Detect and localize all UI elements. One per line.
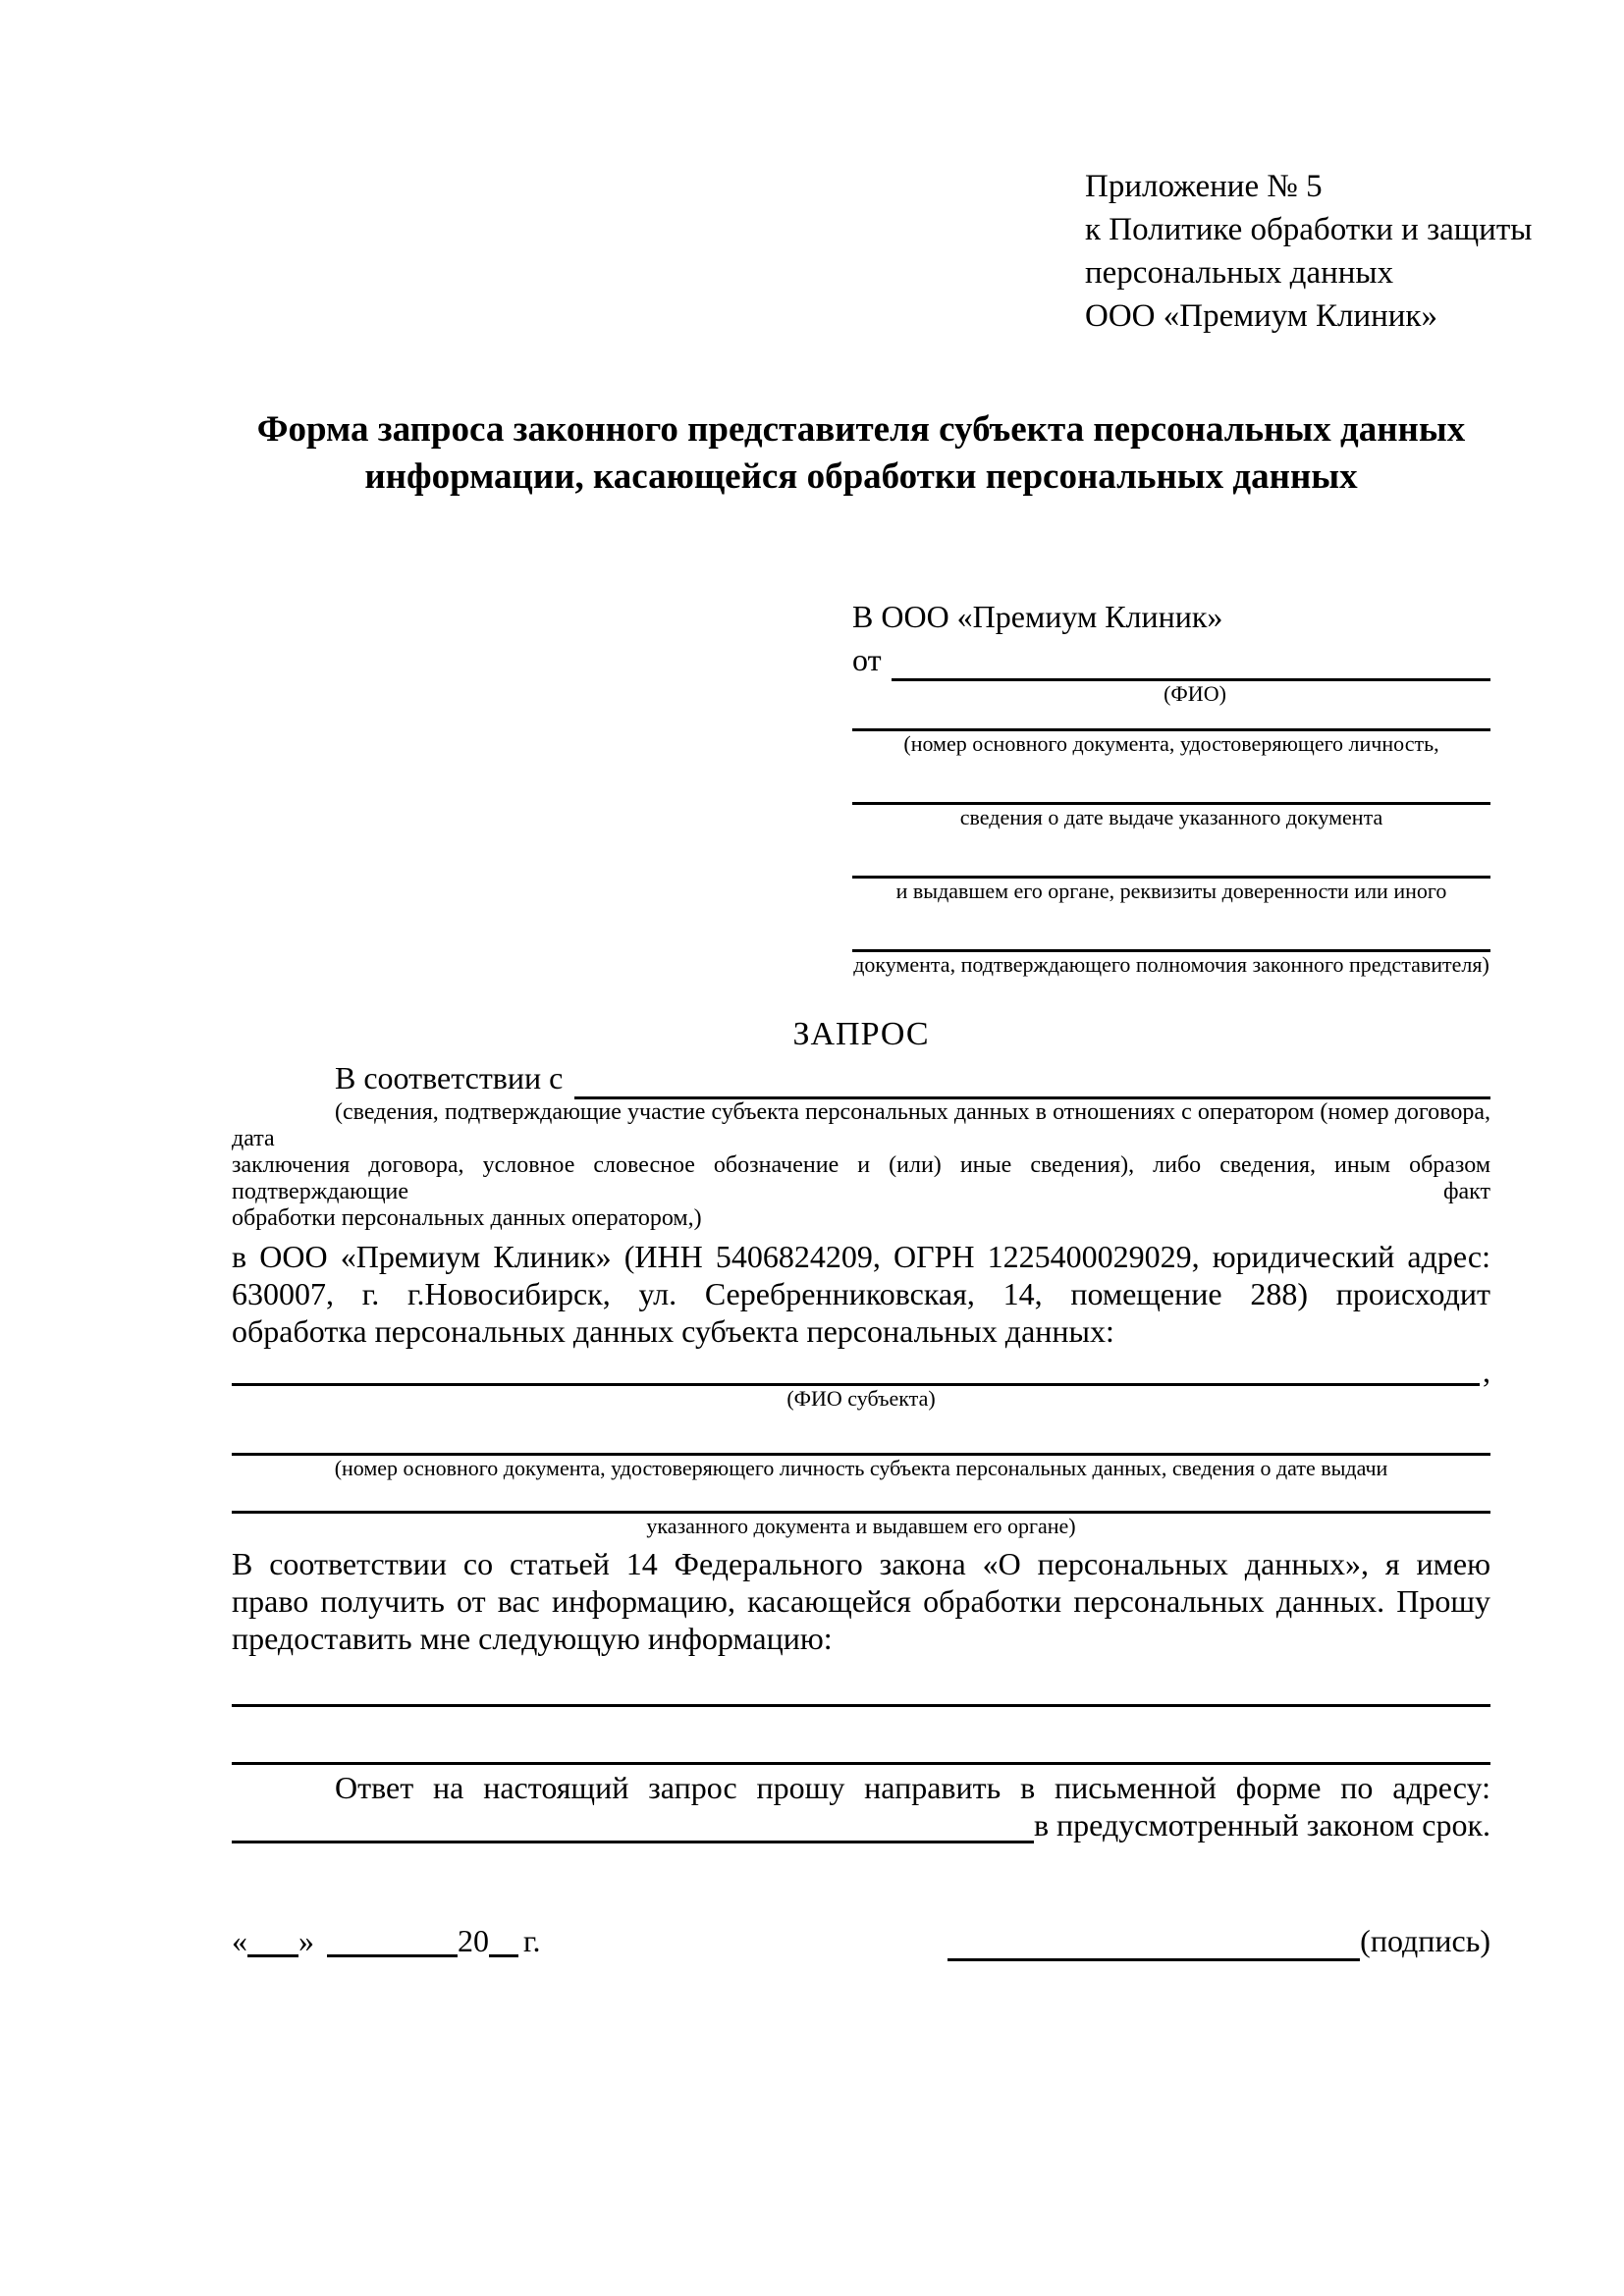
paragraph-line: В соответствии со статьей 14 Федерального закона «О персональных данных», я имею — [232, 1546, 1490, 1581]
signature-area — [947, 1920, 1490, 1961]
reply-paragraph-line: Ответ на настоящий запрос прошу направить в письменной форме по адресу: — [335, 1770, 1490, 1805]
addressee-block — [852, 595, 1490, 978]
day-blank — [247, 1954, 298, 1957]
month-blank — [327, 1954, 458, 1957]
field-caption: сведения о дате выдаче указанного документа — [959, 805, 1383, 829]
subject-caption: (номер основного документа, удостоверяющего личность субъекта персональных данных, сведения о дате выдачи — [334, 1456, 1388, 1480]
quote-close: » — [298, 1923, 314, 1958]
paragraph-line: право получить от вас информацию, касающейся обработки персональных данных. Прошу — [232, 1583, 1490, 1619]
paragraph-line: в ООО «Премиум Клиник» (ИНН 5406824209, ОГРН 1225400029029, юридический адрес: — [232, 1239, 1490, 1274]
blank-line — [852, 830, 1490, 879]
from-blank-line — [892, 643, 1490, 681]
blank-line — [852, 904, 1490, 952]
appendix-block — [1085, 165, 1533, 338]
field-caption: (номер основного документа, удостоверяющего личность, — [903, 731, 1439, 756]
intro-label: В соответствии с — [335, 1060, 564, 1095]
blank-line — [232, 1707, 1490, 1765]
appendix-line: к Политике обработки и защиты — [1085, 212, 1533, 247]
blank-line — [232, 1412, 1490, 1456]
blank-line — [232, 1481, 1490, 1514]
signature-caption: (подпись) — [1360, 1923, 1490, 1958]
subject-fio-row — [232, 1350, 1490, 1389]
blank-line — [852, 757, 1490, 805]
paragraph-line: предоставить мне следующую информацию: — [232, 1621, 833, 1656]
from-label: от — [852, 642, 882, 677]
addressee-to: В ООО «Премиум Клиник» — [852, 599, 1223, 634]
intro-caption — [232, 1099, 1490, 1232]
title-line: Форма запроса законного представителя субъекта персональных данных — [256, 409, 1466, 450]
date-line — [232, 1920, 541, 1961]
signature-blank-line — [947, 1929, 1360, 1961]
law-paragraph — [232, 1545, 1490, 1657]
field-caption: документа, подтверждающего полномочия законного представителя) — [853, 952, 1489, 977]
year-prefix: 20 — [458, 1923, 489, 1958]
subject-caption: указанного документа и выдавшем его органе) — [646, 1514, 1076, 1538]
paragraph-line: 630007, г. г.Новосибирск, ул. Серебренниковская, 14, помещение 288) происходит — [232, 1276, 1490, 1311]
appendix-line: персональных данных — [1085, 255, 1394, 291]
blank-line — [852, 707, 1490, 731]
subject-caption: (ФИО субъекта) — [786, 1386, 936, 1411]
intro-caption-line: обработки персональных данных оператором,) — [232, 1205, 702, 1231]
field-caption: и выдавшем его органе, реквизиты доверенности или иного — [895, 879, 1447, 903]
line-suffix-comma: , — [1483, 1354, 1490, 1389]
quote-open: « — [232, 1923, 247, 1958]
blank-line — [232, 1811, 1034, 1843]
blank-line — [232, 1350, 1480, 1386]
reply-tail: в предусмотренный законом срок. — [1033, 1807, 1490, 1842]
reply-address-row — [232, 1806, 1490, 1843]
year-suffix: г. — [523, 1923, 541, 1958]
appendix-line: Приложение № 5 — [1085, 169, 1323, 204]
blank-line — [232, 1657, 1490, 1707]
paragraph-line: обработка персональных данных субъекта персональных данных: — [232, 1313, 1114, 1349]
intro-caption-line: (сведения, подтверждающие участие субъекта персональных данных в отношениях с оператором (номер договора, дата — [232, 1099, 1490, 1151]
intro-blank-line — [574, 1061, 1490, 1099]
request-heading: ЗАПРОС — [792, 1016, 930, 1052]
title-line: информации, касающейся обработки персональных данных — [364, 456, 1358, 497]
year-blank — [489, 1954, 518, 1957]
document-title — [232, 406, 1490, 501]
intro-row — [232, 1056, 1490, 1099]
footer-row — [232, 1920, 1490, 1961]
operator-paragraph — [232, 1238, 1490, 1350]
appendix-line: ООО «Премиум Клиник» — [1085, 298, 1437, 334]
from-row — [852, 638, 1490, 681]
intro-caption-line: заключения договора, условное словесное обозначение и (или) иные сведения), либо сведения, иным образом подтверждающие факт — [232, 1152, 1490, 1204]
fio-caption: (ФИО) — [1164, 681, 1226, 706]
